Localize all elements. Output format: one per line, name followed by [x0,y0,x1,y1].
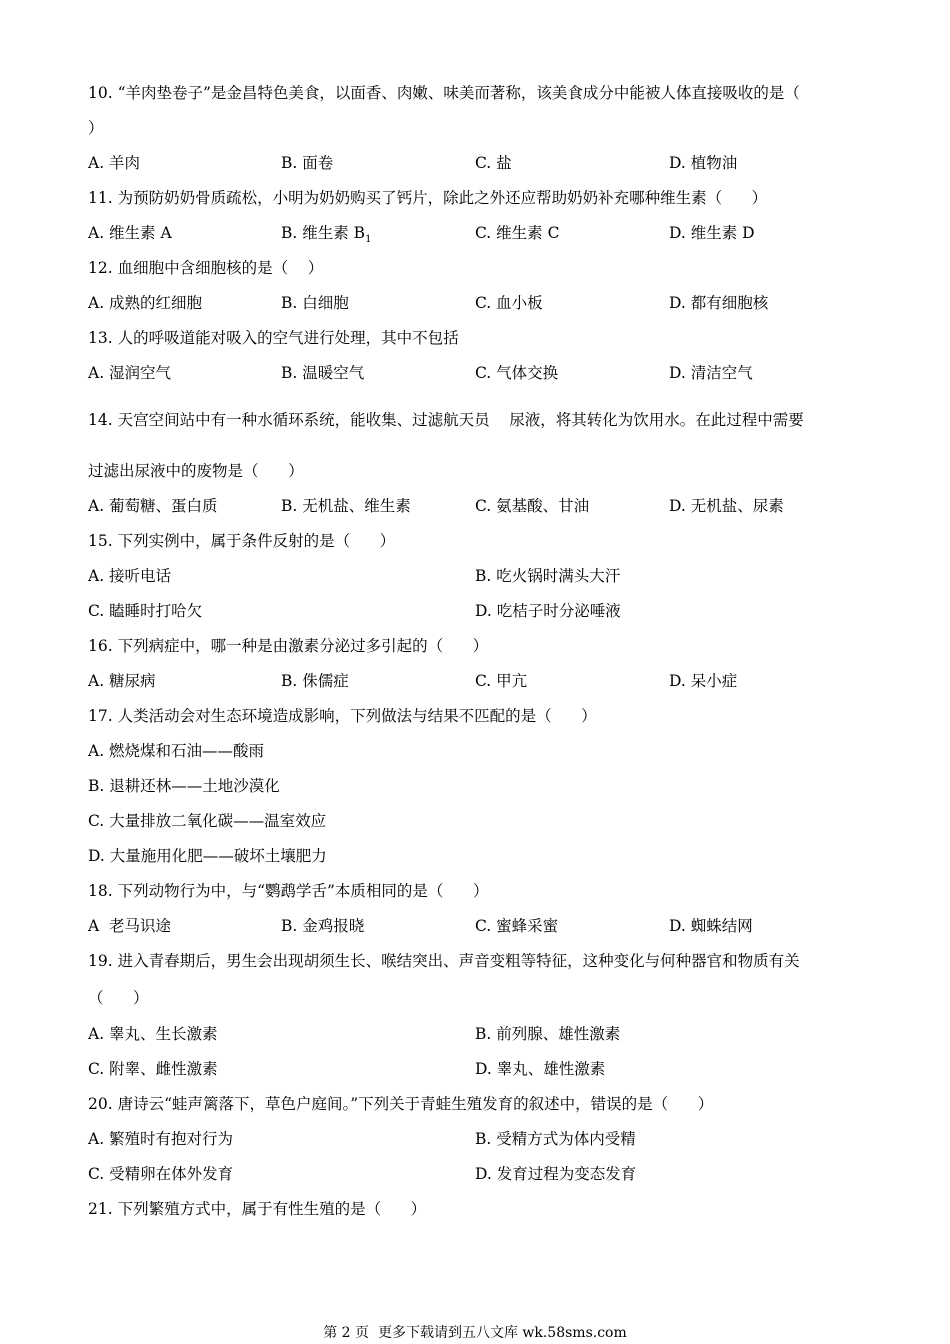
q17-option-d: D. 大量施用化肥——破坏土壤肥力 [88,847,327,865]
q19-stem-cont: （ ） [88,989,149,1007]
q21-stem: 21. 下列繁殖方式中，属于有性生殖的是（ ） [88,1200,427,1218]
q16-option-c: C. 甲亢 [475,672,528,690]
q15-option-c: C. 瞌睡时打哈欠 [88,602,203,620]
q19-stem: 19. 进入青春期后，男生会出现胡须生长、喉结突出、声音变粗等特征，这种变化与何种器官和物质有关 [88,952,800,970]
q10-stem: 10. “羊肉垫卷子”是金昌特色美食，以面香、肉嫩、味美而著称，该美食成分中能被人体直接吸收的是（ [88,84,800,102]
q12-option-b: B. 白细胞 [281,294,349,312]
q17-option-a: A. 燃烧煤和石油——酸雨 [88,742,265,760]
q14-stem: 14. 天宫空间站中有一种水循环系统，能收集、过滤航天员 尿液，将其转化为饮用水。在此过程中需要 [88,411,804,429]
q18-option-b: B. 金鸡报晓 [281,917,365,935]
q17-option-b: B. 退耕还林——土地沙漠化 [88,777,280,795]
q10-option-b: B. 面卷 [281,154,334,172]
q16-stem: 16. 下列病症中，哪一种是由激素分泌过多引起的（ ） [88,637,489,655]
q12-option-d: D. 都有细胞核 [669,294,769,312]
q10-option-c: C. 盐 [475,154,512,172]
q11-option-d: D. 维生素 D [669,224,755,242]
q20-option-c: C. 受精卵在体外发育 [88,1165,234,1183]
q19-option-c: C. 附睾、雌性激素 [88,1060,218,1078]
q10-option-a: A. 羊肉 [88,154,141,172]
q14-stem-cont: 过滤出尿液中的废物是（ ） [88,462,304,480]
q15-stem: 15. 下列实例中，属于条件反射的是（ ） [88,532,396,550]
q12-option-c: C. 血小板 [475,294,543,312]
q14-option-d: D. 无机盐、尿素 [669,497,784,515]
q20-option-b: B. 受精方式为体内受精 [475,1130,636,1148]
q18-option-c: C. 蜜蜂采蜜 [475,917,559,935]
q20-option-a: A. 繁殖时有抱对行为 [88,1130,234,1148]
q13-option-b: B. 温暖空气 [281,364,365,382]
q11-option-b-subscript: 1 [365,234,372,246]
q20-stem: 20. 唐诗云“蛙声篱落下，草色户庭间。”下列关于青蛙生殖发育的叙述中，错误的是（ ） [88,1095,714,1113]
q19-option-b: B. 前列腺、雄性激素 [475,1025,621,1043]
q13-stem: 13. 人的呼吸道能对吸入的空气进行处理，其中不包括 [88,329,459,347]
q15-option-a: A. 接听电话 [88,567,172,585]
q20-option-d: D. 发育过程为变态发育 [475,1165,637,1183]
q12-stem: 12. 血细胞中含细胞核的是（ ） [88,259,324,277]
q17-option-c: C. 大量排放二氧化碳——温室效应 [88,812,327,830]
q18-stem: 18. 下列动物行为中，与“鹦鹉学舌”本质相同的是（ ） [88,882,489,900]
q11-option-b [281,223,371,250]
q18-option-d: D. 蜘蛛结网 [669,917,753,935]
q17-stem: 17. 人类活动会对生态环境造成影响，下列做法与结果不匹配的是（ ） [88,707,597,725]
q16-option-b: B. 侏儒症 [281,672,349,690]
q15-option-b: B. 吃火锅时满头大汗 [475,567,621,585]
q13-option-a: A. 湿润空气 [88,364,172,382]
q13-option-c: C. 气体交换 [475,364,559,382]
q10-stem-cont: ） [88,119,104,137]
q19-option-a: A. 睾丸、生长激素 [88,1025,218,1043]
q14-option-b: B. 无机盐、维生素 [281,497,411,515]
q11-option-b-text: B. 维生素 B [281,224,366,242]
q16-option-d: D. 呆小症 [669,672,738,690]
q16-option-a: A. 糖尿病 [88,672,156,690]
q14-option-a: A. 葡萄糖、蛋白质 [88,497,218,515]
q14-option-c: C. 氨基酸、甘油 [475,497,590,515]
q11-option-a: A. 维生素 A [88,224,172,242]
page-footer: 第 2 页 更多下载请到五八文库 wk.58sms.com [323,1325,627,1341]
q11-option-c: C. 维生素 C [475,224,560,242]
q19-option-d: D. 睾丸、雄性激素 [475,1060,606,1078]
q12-option-a: A. 成熟的红细胞 [88,294,203,312]
q10-option-d: D. 植物油 [669,154,738,172]
q18-option-a: A 老马识途 [88,917,172,935]
q13-option-d: D. 清洁空气 [669,364,753,382]
q15-option-d: D. 吃桔子时分泌唾液 [475,602,621,620]
q11-stem: 11. 为预防奶奶骨质疏松，小明为奶奶购买了钙片，除此之外还应帮助奶奶补充哪种维生素（ ） [88,189,768,207]
